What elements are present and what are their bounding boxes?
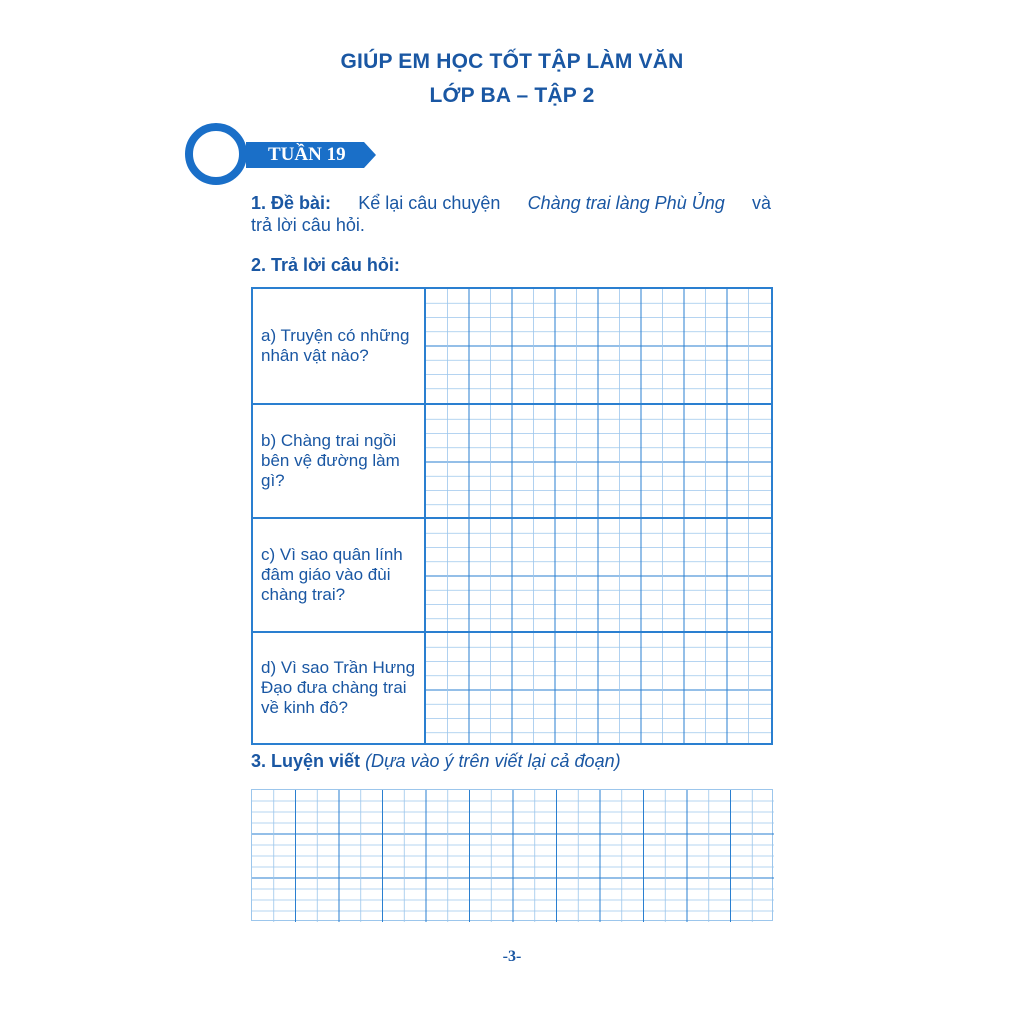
question-row bbox=[253, 517, 771, 631]
book-title: GIÚP EM HỌC TỐT TẬP LÀM VĂN bbox=[340, 50, 684, 73]
week-badge bbox=[184, 122, 384, 188]
question-text: c) Vì sao quân lính đâm giáo vào đùi chàng trai? bbox=[261, 545, 403, 604]
week-label: TUẦN 19 bbox=[268, 144, 346, 165]
task-text-after: và bbox=[751, 193, 771, 213]
question-text: d) Vì sao Trần Hưng Đạo đưa chàng trai về kinh đô? bbox=[261, 658, 416, 717]
writing-section-heading bbox=[251, 751, 621, 772]
answer-grid[interactable] bbox=[426, 289, 771, 403]
answer-grid[interactable] bbox=[426, 405, 771, 517]
question-cell bbox=[253, 519, 426, 631]
task-text-line2: trả lời câu hỏi. bbox=[251, 215, 365, 235]
writing-heading: 3. Luyện viết bbox=[251, 751, 361, 771]
question-cell bbox=[253, 405, 426, 517]
question-row bbox=[253, 289, 771, 403]
story-title: Chàng trai làng Phù Ủng bbox=[527, 193, 725, 213]
question-row bbox=[253, 631, 771, 743]
task-prompt bbox=[251, 192, 771, 236]
question-text: b) Chàng trai ngồi bên vệ đường làm gì? bbox=[261, 431, 400, 490]
question-cell bbox=[253, 633, 426, 743]
question-cell bbox=[253, 289, 426, 403]
writing-grid[interactable] bbox=[251, 789, 773, 921]
answer-section-heading: 2. Trả lời câu hỏi: bbox=[251, 255, 400, 275]
answer-grid[interactable] bbox=[426, 633, 771, 743]
question-text: a) Truyện có những nhân vật nào? bbox=[261, 326, 410, 365]
page-number: -3- bbox=[502, 948, 522, 965]
task-number: 1. Đề bài: bbox=[251, 193, 332, 213]
question-table bbox=[251, 287, 773, 745]
book-subtitle: LỚP BA – TẬP 2 bbox=[429, 84, 595, 107]
writing-instruction: (Dựa vào ý trên viết lại cả đoạn) bbox=[365, 751, 621, 771]
question-row bbox=[253, 403, 771, 517]
task-text-before: Kể lại câu chuyện bbox=[358, 193, 501, 213]
answer-grid[interactable] bbox=[426, 519, 771, 631]
